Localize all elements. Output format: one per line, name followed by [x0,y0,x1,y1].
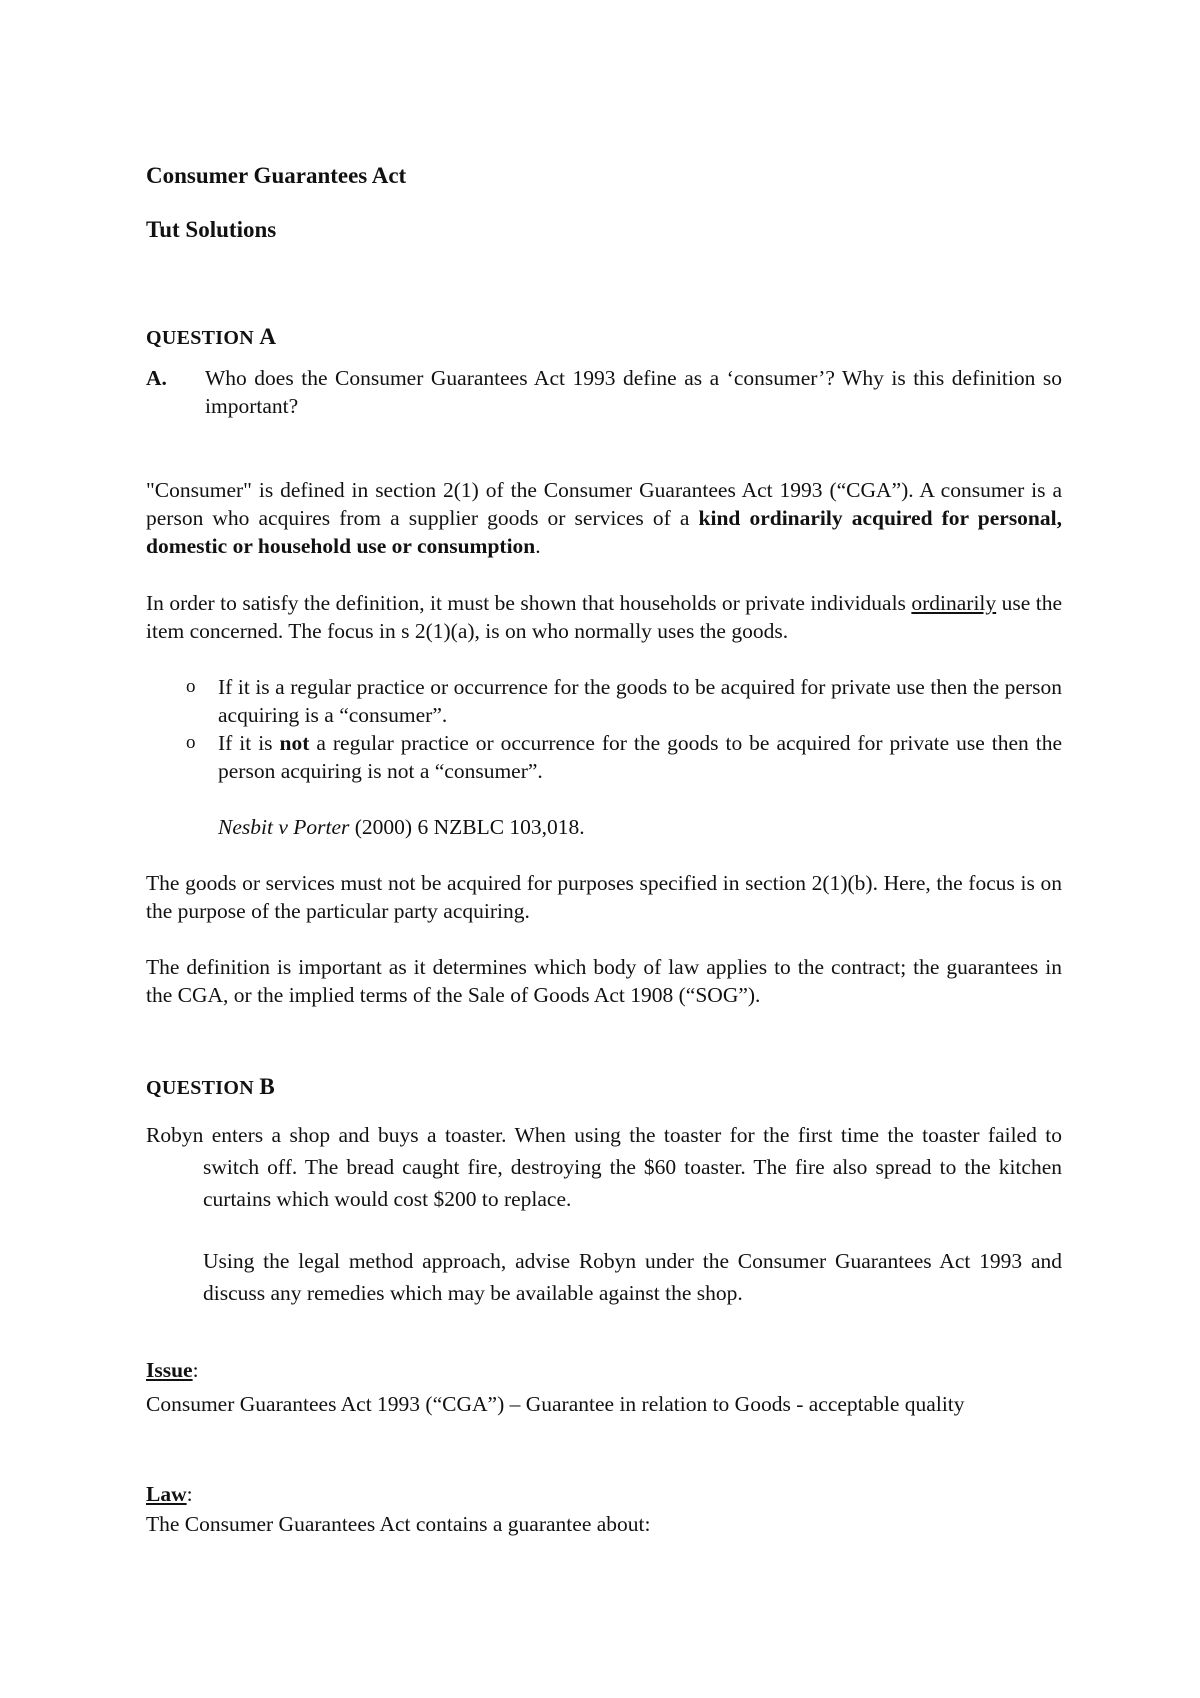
issue-label: Issue [146,1358,193,1382]
bullet-text-end: a regular practice or occurrence for the goods to be acquired for private use then the person acquiring is not a “consumer”. [218,731,1063,783]
list-item [146,673,1062,729]
document-subtitle: Tut Solutions [146,217,277,242]
document-title: Consumer Guarantees Act [146,163,407,188]
list-item [146,729,1062,785]
law-text: The Consumer Guarantees Act contains a guarantee about: [146,1512,651,1536]
question-b-instruction: Using the legal method approach, advise Robyn under the Consumer Guarantees Act 1993 and discuss any remedies which may be available against the shop. [203,1249,1062,1305]
bullet-text [218,729,1062,785]
law-label: Law [146,1482,187,1506]
answer-a-paragraph-3: The goods or services must not be acquired for purposes specified in section 2(1)(b). Here, the focus is on the purpose of the particular party acquiring. [146,871,1062,923]
answer-a-p1-end: . [535,534,541,558]
issue-text: Consumer Guarantees Act 1993 (“CGA”) – Guarantee in relation to Goods - acceptable quality [146,1392,965,1416]
question-a-heading [146,323,1062,352]
bullet-marker: o [186,676,196,697]
bullet-text-start: If it is [218,731,280,755]
issue-colon: : [192,1358,199,1382]
answer-a-paragraph-1 [146,476,1062,560]
question-b-heading-word: QUESTION [146,1077,254,1099]
question-a-heading-word: QUESTION [146,327,254,349]
question-b-heading [146,1073,1062,1102]
law-heading [146,1480,1062,1508]
document-page [146,0,1062,1698]
question-b-scenario [146,1119,1062,1215]
answer-a-p2-underline: ordinarily [911,591,997,615]
question-b-scenario-text: Robyn enters a shop and buys a toaster. When using the toaster for the first time the toaster failed to switch off. The bread caught fire, destroying the $60 toaster. The fire also spread to the kitchen curtains which would cost $200 to replace. [146,1123,1062,1211]
bullet-text: If it is a regular practice or occurrence for the goods to be acquired for private use then the person acquiring is a “consumer”. [218,675,1062,727]
case-citation [146,813,1062,841]
answer-a-bullet-list [146,673,1062,785]
bullet-text-bold: not [279,731,310,755]
question-a-heading-letter: A [259,324,277,349]
law-colon: : [186,1482,193,1506]
bullet-marker: o [186,732,196,753]
case-reference: (2000) 6 NZBLC 103,018. [349,815,585,839]
answer-a-p1-text: "Consumer" is defined in section 2(1) of the Consumer Guarantees Act 1993 (“CGA”). A consumer is a person who acquires from a supplier goods or services of a [146,478,1062,530]
question-a-label: A. [146,366,167,390]
answer-a-paragraph-4: The definition is important as it determines which body of law applies to the contract; the guarantees in the CGA, or the implied terms of the Sale of Goods Act 1908 (“SOG”). [146,955,1062,1007]
question-a-prompt [146,364,1062,420]
answer-a-p2-end: use the item concerned. The focus in s 2(1)(a), is on who normally uses the goods. [146,591,1062,643]
answer-a-p1-bold: kind ordinarily acquired for personal, domestic or household use or consumption [146,506,1062,558]
case-name: Nesbit v Porter [218,815,350,839]
answer-a-p2-text: In order to satisfy the definition, it must be shown that households or private individuals [146,591,912,615]
question-b-heading-letter: B [259,1074,275,1099]
answer-a-paragraph-2 [146,589,1062,645]
issue-heading [146,1356,1062,1384]
question-a-text: Who does the Consumer Guarantees Act 1993 define as a ‘consumer’? Why is this definition so important? [205,366,1062,418]
